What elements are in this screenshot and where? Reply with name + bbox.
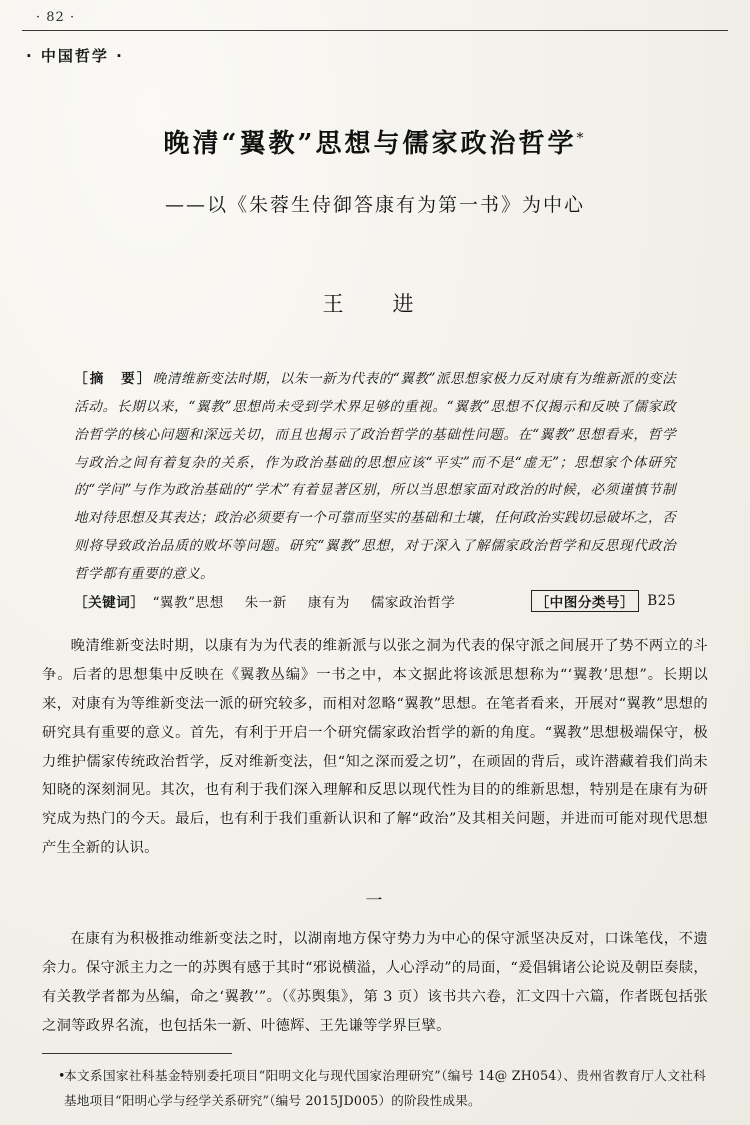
page-number: · 82 · bbox=[36, 10, 76, 25]
header-rule bbox=[22, 30, 728, 31]
title-block bbox=[0, 128, 750, 217]
keyword-item: 儒家政治哲学 bbox=[370, 595, 456, 611]
classification-value: B25 bbox=[647, 593, 676, 609]
abstract-block bbox=[74, 366, 676, 589]
keywords-list bbox=[152, 591, 471, 611]
body-paragraph-1: 晚清维新变法时期，以康有为为代表的维新派与以张之洞为代表的保守派之间展开了势不两立的斗争。后者的思想集中反映在《翼教丛编》一书之中，本文据此将该派思想称为“‘翼教’思想”。长期以来，对康有为等维新变法一派的研究较多，而相对忽略“翼教”思想。在笔者看来，开展对“翼教”思想的研究具有重要的意义。首先，有利于开启一个研究儒家政治哲学的新的角度。“翼教”思想极端保守，极力维护儒家传统政治哲学，反对维新变法，但“知之深而爱之切”，在顽固的背后，或许潜藏着我们尚未知晓的深刻洞见。其次，也有利于我们深入理解和反思以现代性为目的的维新思想，特别是在康有为研究成为热门的今天。最后，也有利于我们重新认识和了解“政治”及其相关问题，并进而可能对现代思想产生全新的认识。 bbox=[42, 638, 708, 857]
page-title bbox=[0, 128, 750, 162]
section-divider: 一 bbox=[365, 891, 385, 911]
footnote-rule bbox=[42, 1053, 232, 1054]
keywords-label: ［关键词］ bbox=[74, 595, 145, 611]
footnote-block bbox=[42, 1064, 706, 1113]
classification-label: ［中图分类号］ bbox=[531, 590, 640, 612]
abstract-label: ［摘 要］ bbox=[74, 371, 153, 387]
footnote-text: 本文系国家社科基金特别委托项目“阳明文化与现代国家治理研究”（编号 14@ ZH054）、贵州省教育厅人文社科基地项目“阳明心学与经学关系研究”（编号 2015JD005）的阶段性成果。 bbox=[64, 1068, 706, 1108]
keywords-block bbox=[74, 590, 676, 612]
body-paragraph-2: 在康有为积极推动维新变法之时，以湖南地方保守势力为中心的保守派坚决反对，口诛笔伐，不遗余力。保守派主力之一的苏舆有感于其时“邪说横溢，人心浮动”的局面，“爰倡辑诸公论说及朝臣奏牍，有关教学者都为丛编，命之‘翼教’”。（《苏舆集》，第 3 页）该书共六卷，汇文四十六篇，作者既包括张之洞等政界名流，也包括朱一新、叶德辉、王先谦等学界巨擘。 bbox=[42, 931, 708, 1034]
page-subtitle: ——以《朱蓉生侍御答康有为第一书》为中心 bbox=[164, 193, 585, 216]
keyword-item: 朱一新 bbox=[244, 595, 287, 611]
keyword-item: 康有为 bbox=[307, 595, 350, 611]
author-name: 王 进 bbox=[322, 292, 428, 316]
section-column-label: · 中国哲学 · bbox=[26, 47, 124, 65]
title-footnote-marker: * bbox=[576, 130, 587, 147]
title-text: 晚清“翼教”思想与儒家政治哲学 bbox=[163, 129, 577, 159]
abstract-text: 晚清维新变法时期，以朱一新为代表的“翼教”派思想家极力反对康有为维新派的变法活动。长期以来，“翼教”思想尚未受到学术界足够的重视。“翼教”思想不仅揭示和反映了儒家政治哲学的核心问题和深远关切，而且也揭示了政治哲学的基础性问题。在“翼教”思想看来，哲学与政治之间有着复杂的关系，作为政治基础的思想应该“平实”而不是“虚无”；思想家个体研究的“学问”与作为政治基础的“学术”有着显著区别，所以当思想家面对政治的时候，必须谨慎节制地对待思想及其表达；政治必须要有一个可靠而坚实的基础和土壤，任何政治实践切忌破坏之，否则将导致政治品质的败坏等问题。研究“翼教”思想，对于深入了解儒家政治哲学和反思现代政治哲学都有重要的意义。 bbox=[74, 371, 676, 583]
footnote-marker: • bbox=[58, 1068, 66, 1083]
keyword-item: “翼教”思想 bbox=[152, 595, 224, 611]
